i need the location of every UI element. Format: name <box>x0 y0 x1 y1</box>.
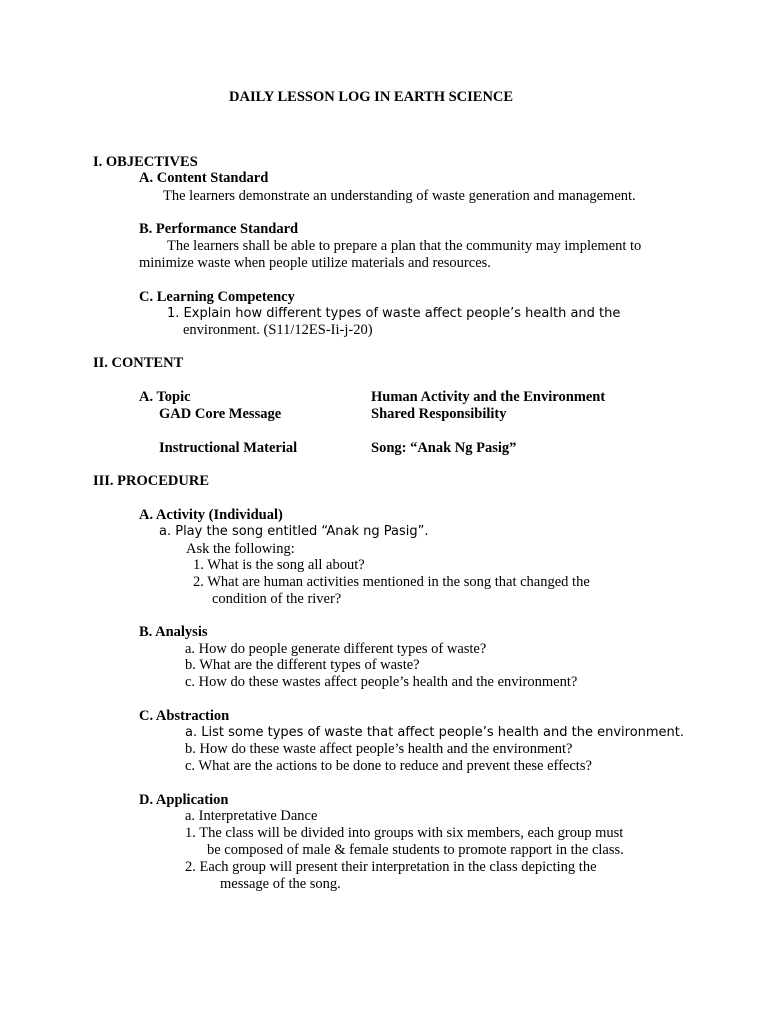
application-item-2-line1: 2. Each group will present their interpretation in the class depicting the <box>185 859 597 875</box>
activity-ask-text: Ask the following: <box>186 541 295 557</box>
learning-competency-heading: C. Learning Competency <box>139 289 295 305</box>
topic-label: A. Topic <box>139 389 191 405</box>
activity-question-1: 1. What is the song all about? <box>193 557 365 573</box>
activity-question-2-line1: 2. What are human activities mentioned in the song that changed the <box>193 574 590 590</box>
learning-competency-line1: 1. Explain how different types of waste affect people’s health and the <box>167 306 621 321</box>
instructional-material-value: Song: “Anak Ng Pasig” <box>371 440 517 456</box>
section-procedure-heading: III. PROCEDURE <box>93 473 210 489</box>
instructional-material-label: Instructional Material <box>159 440 298 456</box>
analysis-item-c: c. How do these wastes affect people’s health and the environment? <box>185 674 578 690</box>
topic-value: Human Activity and the Environment <box>371 389 606 405</box>
activity-item-a: a. Play the song entitled “Anak ng Pasig”. <box>159 524 429 539</box>
application-item-1-line1: 1. The class will be divided into groups with six members, each group must <box>185 825 624 841</box>
application-heading: D. Application <box>139 792 229 808</box>
section-objectives-heading: I. OBJECTIVES <box>93 154 198 170</box>
learning-competency-line2: environment. (S11/12ES-Ii-j-20) <box>183 322 373 338</box>
abstraction-item-b: b. How do these waste affect people’s health and the environment? <box>185 741 573 757</box>
gad-core-message-value: Shared Responsibility <box>371 406 507 422</box>
application-item-a: a. Interpretative Dance <box>185 808 318 824</box>
gad-core-message-label: GAD Core Message <box>159 406 282 422</box>
activity-question-2-line2: condition of the river? <box>212 591 342 607</box>
content-standard-heading: A. Content Standard <box>139 170 269 186</box>
analysis-heading: B. Analysis <box>139 624 208 640</box>
content-standard-text: The learners demonstrate an understanding of waste generation and management. <box>163 188 636 204</box>
analysis-item-a: a. How do people generate different types of waste? <box>185 641 487 657</box>
analysis-item-b: b. What are the different types of waste? <box>185 657 420 673</box>
performance-standard-text-line1: The learners shall be able to prepare a plan that the community may implement to <box>167 238 642 254</box>
section-content-heading: II. CONTENT <box>93 355 184 371</box>
performance-standard-text-line2: minimize waste when people utilize materials and resources. <box>139 255 491 271</box>
abstraction-item-a: a. List some types of waste that affect people’s health and the environment. <box>185 725 685 740</box>
application-item-2-line2: message of the song. <box>220 876 341 892</box>
application-item-1-line2: be composed of male & female students to promote rapport in the class. <box>207 842 624 858</box>
document-title: DAILY LESSON LOG IN EARTH SCIENCE <box>229 89 514 105</box>
abstraction-heading: C. Abstraction <box>139 708 230 724</box>
activity-heading: A. Activity (Individual) <box>139 507 283 523</box>
performance-standard-heading: B. Performance Standard <box>139 221 299 237</box>
abstraction-item-c: c. What are the actions to be done to reduce and prevent these effects? <box>185 758 592 774</box>
